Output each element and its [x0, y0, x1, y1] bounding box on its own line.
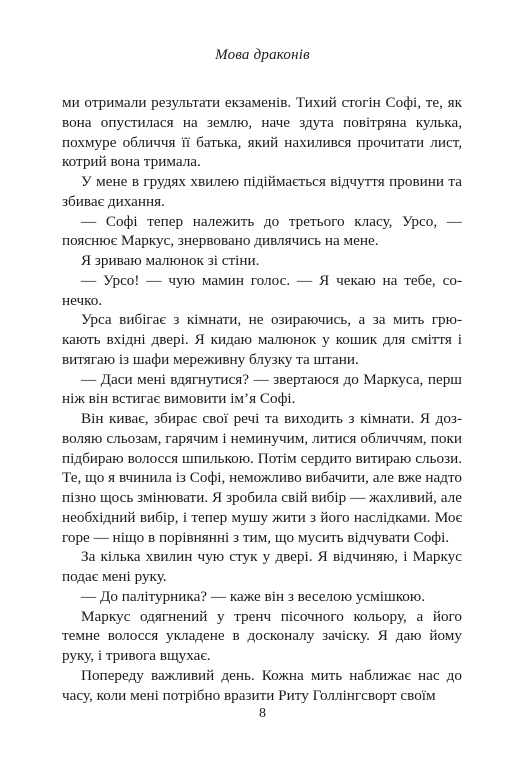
page-number: 8 [259, 706, 266, 721]
paragraph-4: Я зриваю малюнок зі стіни. [81, 252, 260, 269]
paragraph-8: Він киває, збирає свої речі та виходить з кімнати. Я дозволяю сльозам, гарячим і неминучим, литися обличчям, поки підбираю волосся шпилькою. Потім сердито витираю сльози. Те, що я вчинила із Софі, неможливо вибачити, але вже надто пізно щось змінювати. Я зробила свій вибір — жахливий, але необхідний вибір, і тепер мушу жити з його наслідками. Моє горе — ніщо в порівнянні з тим, що мусить відчувати Софі. [62, 410, 462, 546]
paragraph-1: ми отримали результати екзаменів. Тихий стогін Софі, те, як вона опустилася на землю, наче здута повітряна кулька, похмуре обличчя її батька, який нахилився прочитати лист, котрий вона тримала. [62, 94, 462, 171]
paragraph-10: — До палітурника? — каже він з веселою усмішкою. [81, 587, 426, 605]
paragraph-2: У мене в грудях хвилею підіймається відчуття провини та збиває дихання. [62, 173, 462, 210]
paragraph-12: Попереду важливий день. Кожна мить наближає нас до часу, коли мені потрібно вразити Риту Голлінгсворт своїм [62, 666, 462, 704]
paragraph-7: — Даси мені вдягнутися? — звертаюся до Маркуса, перш ніж він встигає вимовити ім’я Софі. [62, 370, 462, 408]
body-text [62, 93, 462, 705]
paragraph-6: Урса вибігає з кімнати, не озираючись, а за мить грюкають вхідні двері. Я кидаю малюнок у кошик для сміття і витягаю із шафи мереживну блузку та штани. [62, 311, 462, 368]
paragraph-11: Маркус одягнений у тренч пісочного кольору, а його темне волосся укладене в досконалу зачіску. Я даю йому руку, і тривога вщухає. [62, 607, 462, 664]
running-head: Мова драконів [215, 47, 310, 63]
paragraph-9: За кілька хвилин чую стук у двері. Я відчиняю, і Маркус подає мені руку. [62, 548, 462, 585]
paragraph-5: — Урсо! — чую мамин голос. — Я чекаю на тебе, сонечко. [62, 271, 462, 309]
paragraph-3: — Софі тепер належить до третього класу, Урсо, — пояснює Маркус, знервовано дивлячись на мене. [62, 212, 462, 250]
